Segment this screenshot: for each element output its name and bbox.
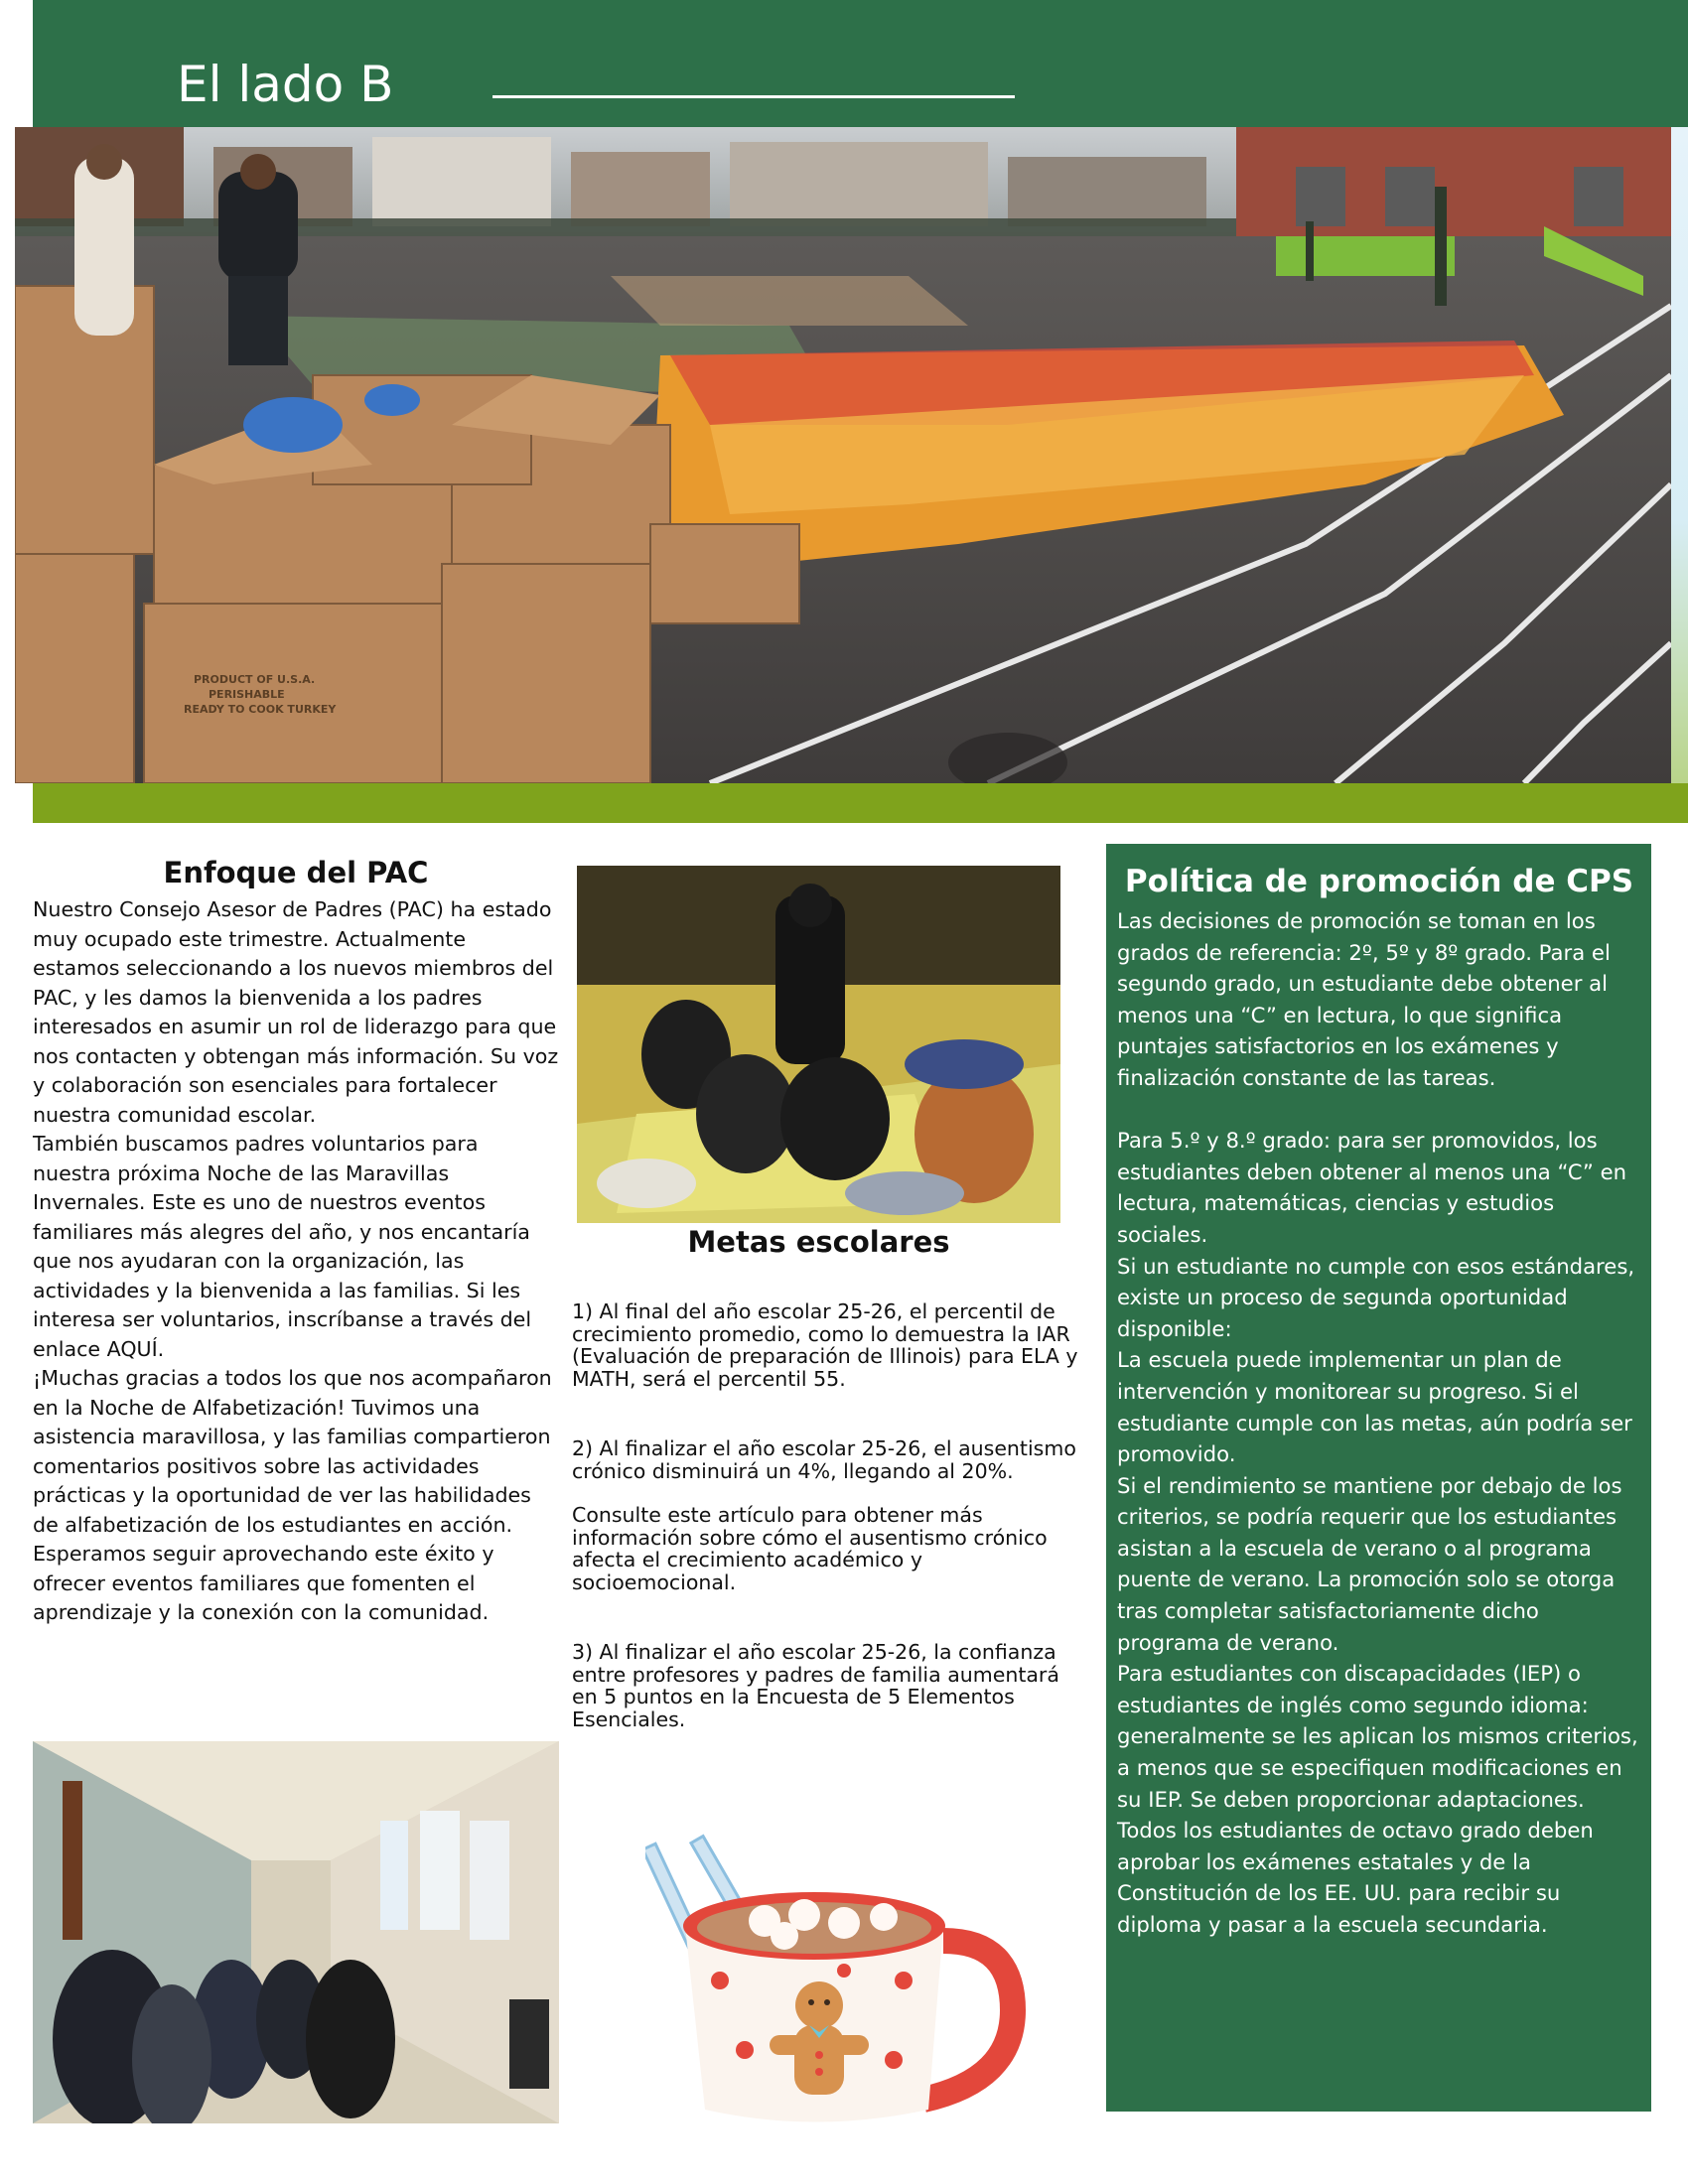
pac-paragraph: También buscamos padres voluntarios para nuestra próxima Noche de las Maravillas Invernales. Este es uno de nuestros eventos familiares más alegres del año, y nos encantaría que nos ayudaran con la organización, las actividades y la bienvenida a las familias. Si les interesa ser voluntarios, inscríbanse a través del enlace AQUÍ. bbox=[33, 1132, 532, 1361]
accent-band bbox=[33, 783, 1688, 823]
goal-item: 3) Al finalizar el año escolar 25-26, la confianza entre profesores y padres de familia aumentará en 5 puntos en la Encuesta de 5 Elementos Esenciales. bbox=[572, 1640, 1059, 1731]
box-label: READY TO COOK TURKEY bbox=[184, 703, 337, 716]
pac-heading: Enfoque del PAC bbox=[163, 856, 429, 889]
header-divider bbox=[492, 95, 1015, 98]
policy-paragraph: La escuela puede implementar un plan de intervención y monitorear su progreso. Si el estudiante cumple con las metas, aún podría ser promovido. bbox=[1117, 1347, 1632, 1467]
policy-heading: Política de promoción de CPS bbox=[1124, 864, 1634, 899]
policy-body bbox=[1117, 905, 1641, 1941]
hallway-students-photo bbox=[33, 1741, 559, 2123]
goals-heading: Metas escolares bbox=[687, 1225, 950, 1259]
newsletter-title: El lado B bbox=[177, 56, 394, 113]
goal-item: 2) Al finalizar el año escolar 25-26, el ausentismo crónico disminuirá un 4%, llegando al 20%. bbox=[572, 1436, 1076, 1483]
goals-list bbox=[572, 1300, 1088, 1778]
paragraph-gap bbox=[1117, 1094, 1641, 1126]
goal-article-link[interactable]: Consulte este artículo para obtener más información sobre cómo el ausentismo crónico afecta el crecimiento académico y socioemocional. bbox=[572, 1503, 1048, 1594]
pac-paragraph: Nuestro Consejo Asesor de Padres (PAC) ha estado muy ocupado este trimestre. Actualmente estamos seleccionando a los nuevos miembros del PAC, y les damos la bienvenida a los padres interesados en asumir un rol de liderazgo para que nos contacten y obtengan más información. Su voz y colaboración son esenciales para fortalecer nuestra comunidad escolar. bbox=[33, 897, 559, 1127]
policy-paragraph: Las decisiones de promoción se toman en los grados de referencia: 2º, 5º y 8º grado. Para el segundo grado, un estudiante debe obtener al menos una “C” en lectura, lo que significa puntajes satisfactorios en los exámenes y finalización constante de las tareas. bbox=[1117, 908, 1611, 1090]
pac-paragraph: ¡Muchas gracias a todos los que nos acompañaron en la Noche de Alfabetización! Tuvimos una asistencia maravillosa, y las familias compartieron comentarios positivos sobre las actividades prácticas y la oportunidad de ver las habilidades de alfabetización de los estudiantes en acción. Esperamos seguir aprovechando este éxito y ofrecer eventos familiares que fomenten el aprendizaje y la conexión con la comunidad. bbox=[33, 1366, 552, 1624]
box-label: PRODUCT OF U.S.A. bbox=[194, 673, 316, 686]
pac-body bbox=[33, 895, 559, 1628]
gym-storytime-photo bbox=[577, 866, 1060, 1223]
policy-section bbox=[1106, 844, 1651, 2112]
box-label: PERISHABLE bbox=[209, 688, 285, 701]
goal-item: 1) Al final del año escolar 25-26, el percentil de crecimiento promedio, como lo demuestra la IAR (Evaluación de preparación de Illinois) para ELA y MATH, será el percentil 55. bbox=[572, 1299, 1078, 1391]
hot-cocoa-mug-illustration bbox=[645, 1832, 1033, 2129]
hero-photo bbox=[15, 127, 1671, 783]
policy-paragraph: Si un estudiante no cumple con esos estándares, existe un proceso de segunda oportunidad disponible: bbox=[1117, 1253, 1635, 1341]
side-strip bbox=[1671, 127, 1688, 783]
policy-paragraph: Si el rendimiento se mantiene por debajo de los criterios, se podría requerir que los estudiantes asistan a la escuela de verano o al programa puente de verano. La promoción solo se otorga tras completar satisfactoriamente dicho programa de verano. bbox=[1117, 1472, 1622, 1655]
policy-paragraph: Todos los estudiantes de octavo grado deben aprobar los exámenes estatales y de la Constitución de los EE. UU. para recibir su diploma y pasar a la escuela secundaria. bbox=[1117, 1818, 1594, 1937]
policy-paragraph: Para estudiantes con discapacidades (IEP) o estudiantes de inglés como segundo idioma: generalmente se les aplican los mismos criterios, a menos que se especifiquen modificaciones en su IEP. Se deben proporcionar adaptaciones. bbox=[1117, 1661, 1638, 1812]
policy-paragraph: Para 5.º y 8.º grado: para ser promovidos, los estudiantes deben obtener al menos una “C” en lectura, matemáticas, ciencias y estudios sociales. bbox=[1117, 1128, 1627, 1247]
pac-section bbox=[33, 856, 559, 1628]
